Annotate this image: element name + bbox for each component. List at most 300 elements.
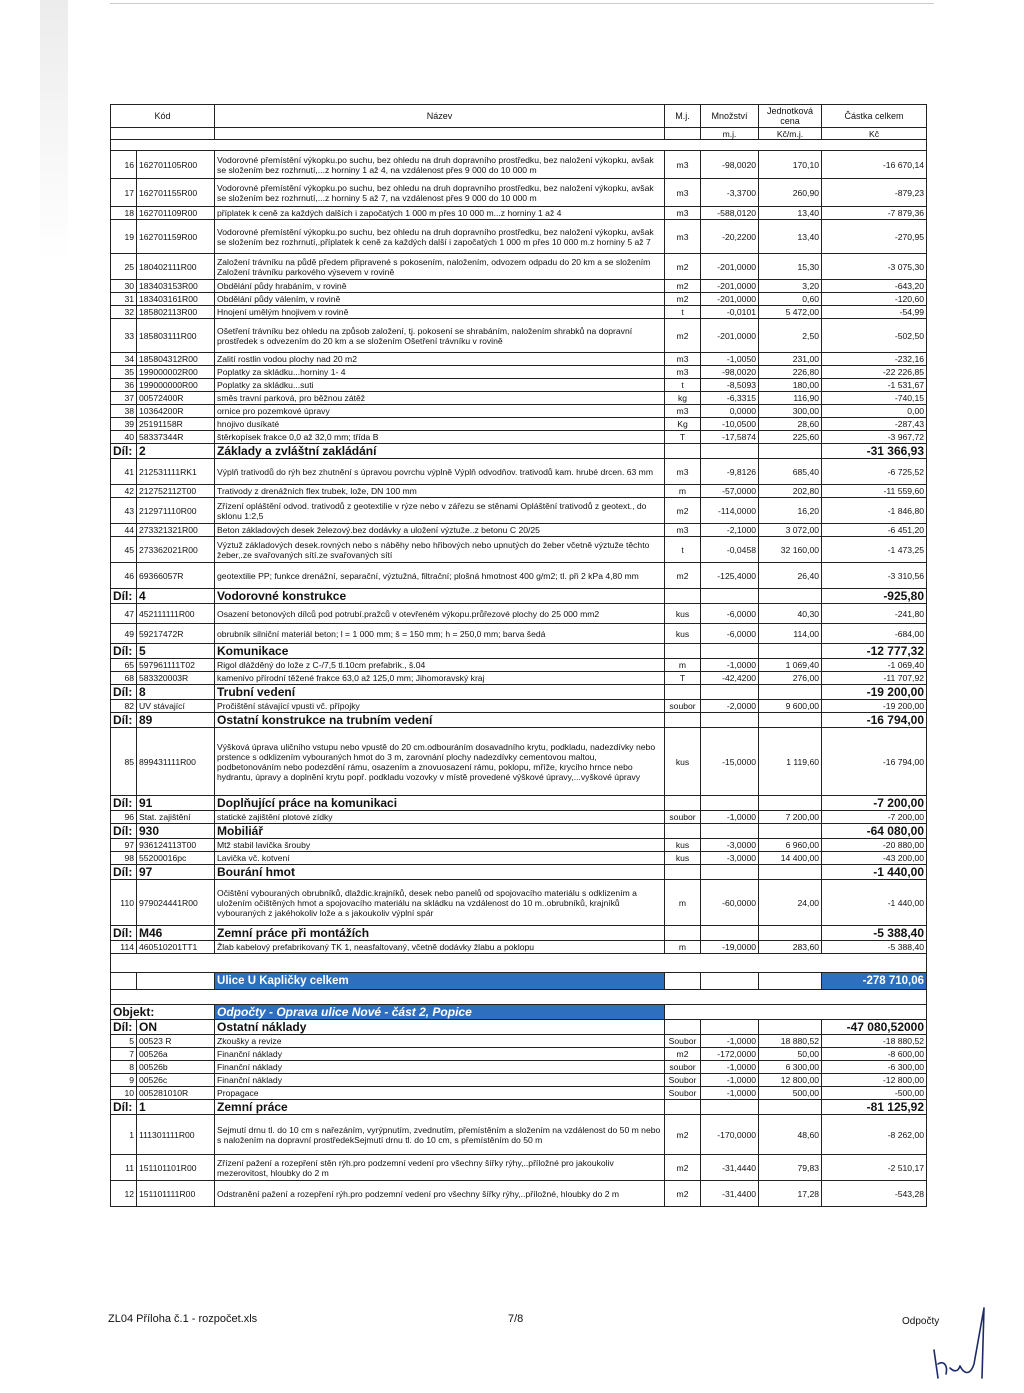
row-code: 00572400R [137,392,215,405]
section-row [111,865,927,880]
row-quantity: -588,0120 [701,207,759,220]
section-sum: -5 388,40 [822,926,927,941]
row-code: 899431111R00 [137,728,215,796]
row-quantity: -170,0000 [701,1115,759,1155]
row-unit-price: 3,20 [759,280,822,293]
objekt-title: Odpočty - Oprava ulice Nové - část 2, Popice [215,1005,665,1020]
row-code: 185803111R00 [137,319,215,353]
row-code: 180402111R00 [137,254,215,280]
row-name: geotextilie PP; funkce drenážní, separační, výztužná, filtrační; plošná hmotnost 400 g/m2; tl. při 2 kPa 4,80 mm [215,563,665,589]
section-sum: -47 080,52000 [822,1020,927,1035]
section-row [111,713,927,728]
table-row [111,839,927,852]
row-code: 212971110R00 [137,498,215,524]
section-title: Zemní práce při montážích [215,926,665,941]
row-total: -19 200,00 [822,700,927,713]
section-code: 8 [137,685,215,700]
section-empty [759,926,822,941]
row-unit: m2 [665,319,701,353]
section-title: Trubní vedení [215,685,665,700]
table-row [111,852,927,865]
row-unit-price: 40,30 [759,604,822,624]
row-unit: m2 [665,293,701,306]
row-quantity: -1,0000 [701,1074,759,1087]
row-number: 47 [111,604,137,624]
spacer-row [111,990,927,1005]
row-quantity: -3,0000 [701,839,759,852]
table-row [111,1048,927,1061]
row-number: 32 [111,306,137,319]
row-unit-price: 48,60 [759,1115,822,1155]
row-name: Obdělání půdy válením, v rovině [215,293,665,306]
section-sum: -81 125,92 [822,1100,927,1115]
row-unit: T [665,431,701,444]
row-unit-price: 3 072,00 [759,524,822,537]
objekt-label: Objekt: [111,1005,215,1020]
section-title: Vodorovné konstrukce [215,589,665,604]
row-unit: m3 [665,179,701,207]
row-unit: soubor [665,811,701,824]
row-name: příplatek k ceně za každých dalších i započatých 1 000 m přes 10 000 m...z horniny 1 až 4 [215,207,665,220]
row-total: -6 300,00 [822,1061,927,1074]
row-unit-price: 300,00 [759,405,822,418]
row-code: 00526a [137,1048,215,1061]
row-code: 162701159R00 [137,220,215,254]
row-unit-price: 12 800,00 [759,1074,822,1087]
row-total: -16 794,00 [822,728,927,796]
row-name: Hnojení umělým hnojivem v rovině [215,306,665,319]
row-unit: m2 [665,498,701,524]
row-name: Trativody z drenážních flex trubek, lože, DN 100 mm [215,485,665,498]
row-name: Propagace [215,1087,665,1100]
row-unit-price: 26,40 [759,563,822,589]
row-unit-price: 5 472,00 [759,306,822,319]
row-total: -879,23 [822,179,927,207]
section-empty [759,444,822,459]
section-empty [701,644,759,659]
row-code: 212752112T00 [137,485,215,498]
section-row [111,589,927,604]
row-number: 8 [111,1061,137,1074]
row-code: Stat. zajištění [137,811,215,824]
row-unit-price: 202,80 [759,485,822,498]
row-unit-price: 231,00 [759,353,822,366]
section-sum: -7 200,00 [822,796,927,811]
row-name: Vodorovné přemístění výkopku.po suchu, bez ohledu na druh dopravního prostředku, bez naložení výkopku, avšak se složením bez rozhrnutí,...z horniny 1 až 4, na vzdálenost přes 9 000 do 10 000 m [215,151,665,179]
row-number: 97 [111,839,137,852]
row-unit: m2 [665,1155,701,1181]
table-row [111,1181,927,1207]
table-row [111,537,927,563]
table-row [111,1074,927,1087]
scan-top-edge [110,3,934,4]
section-empty [665,1100,701,1115]
row-unit: m3 [665,524,701,537]
row-code: 273321321R00 [137,524,215,537]
section-dil-label: Díl: [111,685,137,700]
section-dil-label: Díl: [111,589,137,604]
objekt-empty [665,1005,927,1020]
row-unit-price: 114,00 [759,624,822,644]
row-code: 55200016pc [137,852,215,865]
header-jednotkova-cena: Jednotková cena [759,105,822,128]
row-unit-price: 225,60 [759,431,822,444]
row-unit-price: 13,40 [759,207,822,220]
row-unit-price: 17,28 [759,1181,822,1207]
subheader-empty [215,128,665,140]
row-name: Výplň trativodů do rýh bez zhutnění s úpravou povrchu výplně Výplň odvodňov. trativodů kam. hrubé drcen. 63 mm [215,459,665,485]
footer-filename: ZL04 Příloha č.1 - rozpočet.xls [108,1313,258,1325]
row-code: 25191158R [137,418,215,431]
row-total: -2 510,17 [822,1155,927,1181]
section-empty [759,1020,822,1035]
row-number: 12 [111,1181,137,1207]
row-number: 40 [111,431,137,444]
row-code: 183403153R00 [137,280,215,293]
footer-page-number: 7/8 [508,1313,524,1325]
row-total: -54,99 [822,306,927,319]
row-total: -1 473,25 [822,537,927,563]
table-row [111,151,927,179]
row-unit-price: 226,80 [759,366,822,379]
table-row [111,306,927,319]
row-quantity: -10,0500 [701,418,759,431]
table-row [111,366,927,379]
row-unit: m3 [665,151,701,179]
row-number: 11 [111,1155,137,1181]
row-name: Ošetření trávníku bez ohledu na způsob založení, tj. pokosení se shrabáním, naložením shrabků na dopravní prostředek s odvezením do 20 km a se složením Ošetření trávníku v rovině [215,319,665,353]
row-quantity: -1,0000 [701,659,759,672]
table-row [111,1155,927,1181]
row-unit: m3 [665,366,701,379]
row-number: 16 [111,151,137,179]
row-number: 37 [111,392,137,405]
row-unit-price: 15,30 [759,254,822,280]
footer-sheet-name: Odpočty [902,1316,940,1327]
row-quantity: -6,0000 [701,624,759,644]
section-code: 97 [137,865,215,880]
section-dil-label: Díl: [111,926,137,941]
row-code: 10364200R [137,405,215,418]
section-dil-label: Díl: [111,444,137,459]
row-quantity: -31,4440 [701,1155,759,1181]
section-empty [665,1020,701,1035]
row-number: 38 [111,405,137,418]
row-name: Sejmutí drnu tl. do 10 cm s nařezáním, vyrýpnutím, zvednutím, přemístěním a složením na vzdálenost do 50 m nebo s naložením na dopravní prostředekSejmutí drnu tl. do 10 cm, s přemístěním do 50 m [215,1115,665,1155]
row-unit: t [665,537,701,563]
section-empty [701,713,759,728]
section-empty [759,824,822,839]
section-code: 89 [137,713,215,728]
row-total: -3 310,56 [822,563,927,589]
row-number: 17 [111,179,137,207]
row-number: 42 [111,485,137,498]
row-name: Očištění vybouraných obrubníků, dlaždic.krajníků, desek nebo panelů od spojovacího materiálu s odklizením a uložením očištěných hmot a spojovacího materiálu na skládku na vzdálenost do 10 m..obrubníků, krajníků vybouraných z jakéhokoliv lože a s jakoukoliv výplní spár [215,880,665,926]
section-code: ON [137,1020,215,1035]
row-unit-price: 18 880,52 [759,1035,822,1048]
section-empty [759,713,822,728]
table-row [111,1087,927,1100]
row-number: 36 [111,379,137,392]
row-code: 183403161R00 [137,293,215,306]
row-number: 114 [111,941,137,954]
row-code: 273362021R00 [137,537,215,563]
row-code: UV stávající [137,700,215,713]
row-quantity: -3,3700 [701,179,759,207]
row-code: 58337344R [137,431,215,444]
row-name: Beton základových desek železový.bez dodávky a uložení výztuže..z betonu C 20/25 [215,524,665,537]
row-total: -1 531,67 [822,379,927,392]
row-unit-price: 6 960,00 [759,839,822,852]
row-quantity: -98,0020 [701,366,759,379]
row-name: Založení trávníku na půdě předem připravené s pokosením, naložením, odvozem odpadu do 20 km a se složením Založení trávníku parkového výsevem v rovině [215,254,665,280]
row-quantity: -0,0458 [701,537,759,563]
total-empty [111,973,137,990]
section-sum: -19 200,00 [822,685,927,700]
row-unit: soubor [665,1061,701,1074]
subheader-empty [111,128,215,140]
row-number: 30 [111,280,137,293]
row-quantity: -201,0000 [701,319,759,353]
row-total: -502,50 [822,319,927,353]
spacer-cell [111,140,927,151]
section-empty [665,589,701,604]
row-code: 111301111R00 [137,1115,215,1155]
row-name: statické zajištění plotové zídky [215,811,665,824]
row-name: Žlab kabelový prefabrikovaný TK 1, neasfaltovaný, včetně dodávky žlabu a poklopu [215,941,665,954]
table-row [111,485,927,498]
row-number: 110 [111,880,137,926]
table-row [111,459,927,485]
row-code: 460510201TT1 [137,941,215,954]
row-name: Poplatky za skládku...suti [215,379,665,392]
table-row [111,280,927,293]
row-code: 597961111T02 [137,659,215,672]
total-empty [701,973,759,990]
row-unit: m2 [665,280,701,293]
row-unit-price: 9 600,00 [759,700,822,713]
row-total: -11 559,60 [822,485,927,498]
row-unit-price: 276,00 [759,672,822,685]
section-empty [701,444,759,459]
table-row [111,498,927,524]
row-name: Výztuž základových desek.rovných nebo s náběhy nebo hřibových nebo upnutých do žeber včetně výztuže těchto žeber,.ze svařovaných sítí.ze svařovaných sítí [215,537,665,563]
row-name: Pročištění stávající vpusti vč. přípojky [215,700,665,713]
section-title: Doplňující práce na komunikaci [215,796,665,811]
row-number: 46 [111,563,137,589]
section-title: Mobiliář [215,824,665,839]
row-code: 199000002R00 [137,366,215,379]
row-code: 162701109R00 [137,207,215,220]
row-code: 185804312R00 [137,353,215,366]
row-name: ornice pro pozemkové úpravy [215,405,665,418]
row-unit: kus [665,604,701,624]
section-sum: -12 777,32 [822,644,927,659]
handwritten-signature [926,1300,996,1380]
section-dil-label: Díl: [111,796,137,811]
row-unit-price: 6 300,00 [759,1061,822,1074]
row-code: 185802113R00 [137,306,215,319]
section-empty [665,865,701,880]
table-row [111,700,927,713]
section-dil-label: Díl: [111,1100,137,1115]
section-code: 5 [137,644,215,659]
section-row [111,824,927,839]
budget-table-body [111,105,927,1207]
row-number: 43 [111,498,137,524]
section-code: 930 [137,824,215,839]
total-empty [137,973,215,990]
row-code: 583320003R [137,672,215,685]
row-quantity: -1,0000 [701,1035,759,1048]
row-unit: t [665,379,701,392]
section-title: Bourání hmot [215,865,665,880]
total-empty [759,973,822,990]
row-name: Finanční náklady [215,1048,665,1061]
section-sum: -31 366,93 [822,444,927,459]
row-number: 96 [111,811,137,824]
section-code: M46 [137,926,215,941]
row-unit-price: 2,50 [759,319,822,353]
row-total: -684,00 [822,624,927,644]
table-row [111,431,927,444]
row-code: 00526b [137,1061,215,1074]
row-unit: kus [665,839,701,852]
section-dil-label: Díl: [111,644,137,659]
row-code: 151101101R00 [137,1155,215,1181]
row-total: -500,00 [822,1087,927,1100]
row-total: -22 226,85 [822,366,927,379]
row-unit-price: 24,00 [759,880,822,926]
row-quantity: -8,5093 [701,379,759,392]
row-quantity: -172,0000 [701,1048,759,1061]
row-unit: m2 [665,254,701,280]
row-total: -1 440,00 [822,880,927,926]
row-code: 162701105R00 [137,151,215,179]
section-empty [665,824,701,839]
row-number: 45 [111,537,137,563]
section-empty [701,685,759,700]
table-row [111,604,927,624]
row-unit-price: 685,40 [759,459,822,485]
section-row [111,796,927,811]
spacer-cell [111,954,927,973]
row-code: 936124113T00 [137,839,215,852]
row-unit-price: 116,90 [759,392,822,405]
section-row [111,685,927,700]
row-unit-price: 500,00 [759,1087,822,1100]
row-unit: m [665,880,701,926]
section-title: Ostatní konstrukce na trubním vedení [215,713,665,728]
row-number: 18 [111,207,137,220]
table-row [111,254,927,280]
row-name: Rigol dlážděný do lože z C-/7,5 tl.10cm prefabrik., š.04 [215,659,665,672]
header-castka-celkem: Částka celkem [822,105,927,128]
header-kod: Kód [111,105,215,128]
row-total: -18 880,52 [822,1035,927,1048]
row-name: Lavička vč. kotvení [215,852,665,865]
row-code: 151101111R00 [137,1181,215,1207]
row-unit: Soubor [665,1074,701,1087]
section-title: Základy a zvláštní zakládání [215,444,665,459]
row-quantity: -60,0000 [701,880,759,926]
row-quantity: 0,0000 [701,405,759,418]
spacer-row [111,140,927,151]
budget-table [110,104,927,1207]
row-total: -5 388,40 [822,941,927,954]
row-total: -643,20 [822,280,927,293]
subheader-empty [665,128,701,140]
row-quantity: -6,0000 [701,604,759,624]
row-number: 31 [111,293,137,306]
table-row [111,405,927,418]
section-sum: -16 794,00 [822,713,927,728]
section-dil-label: Díl: [111,824,137,839]
row-name: Vodorovné přemístění výkopku.po suchu, bez ohledu na druh dopravního prostředku, bez naložení výkopku, avšak se složením bez rozhrnutí,.příplatek k ceně za každých další i započatých 1 000 m přes 10 000 m.z horniny 5 až 7 [215,220,665,254]
row-total: -120,60 [822,293,927,306]
table-row [111,672,927,685]
section-code: 2 [137,444,215,459]
section-title: Komunikace [215,644,665,659]
section-empty [759,865,822,880]
row-unit: t [665,306,701,319]
row-quantity: -20,2200 [701,220,759,254]
row-code: 212531111RK1 [137,459,215,485]
table-row [111,659,927,672]
row-unit: m2 [665,563,701,589]
row-unit: m3 [665,353,701,366]
section-empty [759,1100,822,1115]
row-number: 9 [111,1074,137,1087]
row-total: -287,43 [822,418,927,431]
table-row [111,880,927,926]
row-unit: Kg [665,418,701,431]
table-row [111,379,927,392]
row-unit: m2 [665,1048,701,1061]
row-total: -543,28 [822,1181,927,1207]
table-row [111,624,927,644]
section-row [111,1100,927,1115]
row-unit: kus [665,624,701,644]
total-empty [665,973,701,990]
row-unit: m [665,485,701,498]
row-total: -1 069,40 [822,659,927,672]
row-name: Odstranění pažení a rozepření rýh.pro podzemní vedení pro všechny šířky rýhy,..příložné, hloubky do 2 m [215,1181,665,1207]
section-sum: -1 440,00 [822,865,927,880]
total-label: Ulice U Kapličky celkem [215,973,665,990]
row-total: -740,15 [822,392,927,405]
section-empty [665,644,701,659]
row-quantity: -17,5874 [701,431,759,444]
row-unit: kg [665,392,701,405]
section-empty [759,796,822,811]
section-empty [701,589,759,604]
row-name: Vodorovné přemístění výkopku.po suchu, bez ohledu na druh dopravního prostředku, bez naložení výkopku, avšak se složením bez rozhrnutí,...z horniny 5 až 7, na vzdálenost přes 9 000 do 10 000 m [215,179,665,207]
section-empty [665,926,701,941]
row-unit: m3 [665,405,701,418]
section-code: 1 [137,1100,215,1115]
header-nazev: Název [215,105,665,128]
row-number: 39 [111,418,137,431]
row-number: 44 [111,524,137,537]
row-unit: m [665,941,701,954]
row-name: Poplatky za skládku...horniny 1- 4 [215,366,665,379]
section-title: Zemní práce [215,1100,665,1115]
table-row [111,207,927,220]
row-quantity: -0,0101 [701,306,759,319]
table-row [111,524,927,537]
row-quantity: -15,0000 [701,728,759,796]
